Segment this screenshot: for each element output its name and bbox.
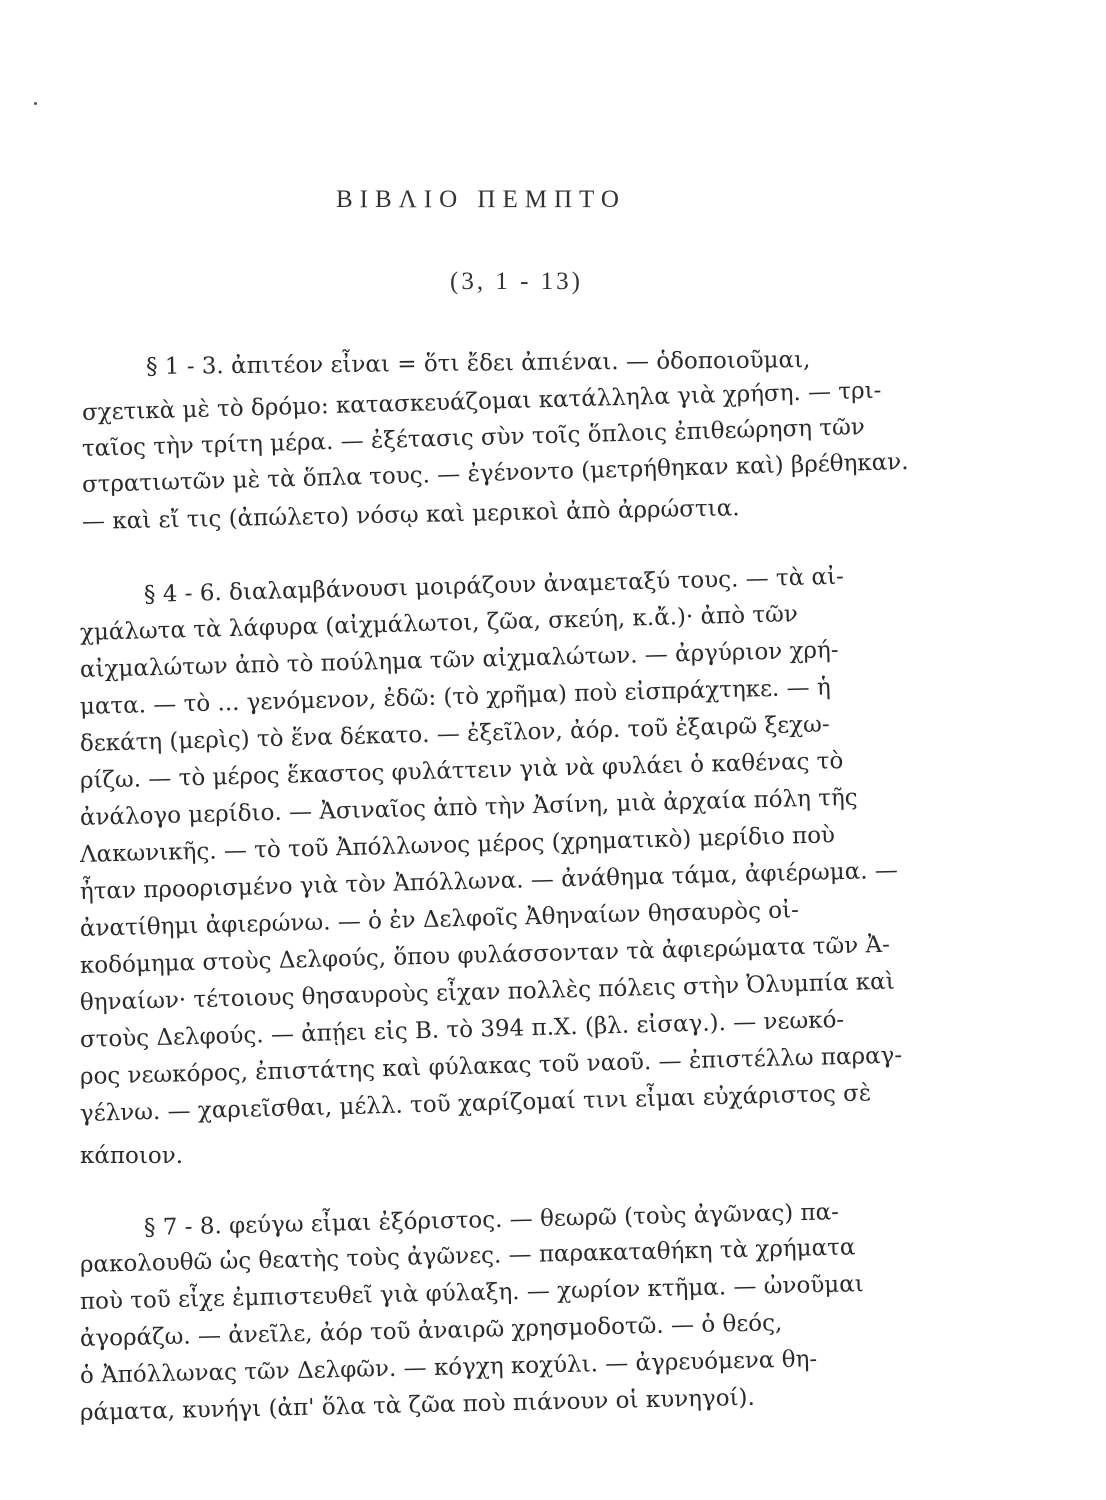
chapter-range: (3, 1 - 13) (450, 268, 583, 295)
text-line: ἀγοράζω. — ἀνεῖλε, ἀόρ τοῦ ἀναιρῶ χρησμοδοτῶ. — ὁ θεός, (79, 1310, 783, 1352)
print-speck (34, 102, 37, 105)
text-line: § 7 - 8. φεύγω εἶμαι ἐξόριστος. — θεωρῶ (τοὺς ἀγῶνας) πα- (143, 1199, 840, 1241)
text-line: ρος νεωκόρος, ἐπιστάτης καὶ φύλακας τοῦ ναοῦ. — ἐπιστέλλω παραγ- (79, 1042, 903, 1090)
text-line: χμάλωτα τὰ λάφυρα (αἰχμάλωτοι, ζῶα, σκεύη, κ.ἄ.)· ἀπὸ τῶν (79, 601, 799, 646)
text-line: γέλνω. — χαριεῖσθαι, μέλλ. τοῦ χαρίζομαί τινι εἶμαι εὐχάριστος σὲ (79, 1080, 872, 1127)
text-line: Λακωνικῆς. — τὸ τοῦ Ἀπόλλωνος μέρος (χρηματικὸ) μερίδιο ποὺ (79, 822, 836, 868)
text-line: § 4 - 6. διαλαμβάνουσι μοιράζουν ἀναμεταξύ τους. — τὰ αἰ- (143, 563, 845, 608)
text-line: ταῖος τὴν τρίτη μέρα. — ἐξέτασις σὺν τοῖς ὅπλοις ἐπιθεώρηση τῶν (81, 414, 866, 462)
text-line: σχετικὰ μὲ τὸ δρόμο: κατασκευάζομαι κατάλληλα γιὰ χρήση. — τρι- (81, 377, 882, 426)
book-title: ΒΙΒΛΙΟ ΠΕΜΠΤΟ (336, 186, 626, 213)
text-line: ράματα, κυνήγι (ἀπ' ὅλα τὰ ζῶα ποὺ πιάνουν οἱ κυνηγοί). (79, 1384, 756, 1426)
text-line: κάποιον. (80, 1143, 184, 1169)
text-line: ἀνάλογο μερίδιο. — Ἀσιναῖος ἀπὸ τὴν Ἀσίνη, μιὰ ἀρχαία πόλη τῆς (79, 784, 858, 831)
text-line: δεκάτη (μερὶς) τὸ ἕνα δέκατο. — ἐξεῖλον, ἀόρ. τοῦ ἐξαιρῶ ξεχω- (79, 711, 830, 757)
text-line: — καὶ εἴ τις (ἀπώλετο) νόσῳ καὶ μερικοὶ ἀπὸ ἀρρώστια. (81, 495, 740, 535)
text-line: ἦταν προορισμένο γιὰ τὸν Ἀπόλλωνα. — ἀνάθημα τάμα, ἀφιέρωμα. — (79, 857, 899, 905)
text-line: κοδόμημα στοὺς Δελφούς, ὅπου φυλάσσονταν τὰ ἀφιερώματα τῶν Ἀ- (79, 931, 891, 979)
text-line: αἰχμαλώτων ἀπὸ τὸ πούλημα τῶν αἰχμαλώτων. — ἀργύριον χρή- (79, 637, 839, 683)
text-line: θηναίων· τέτοιους θησαυροὺς εἶχαν πολλὲς πόλεις στὴν Ὀλυμπία καὶ (79, 968, 895, 1016)
text-line: ποὺ τοῦ εἶχε ἐμπιστευθεῖ γιὰ φύλαξη. — χωρίον κτῆμα. — ὠνοῦμαι (79, 1271, 865, 1315)
text-line: στοὺς Δελφούς. — ἀπῄει εἰς Β. τὸ 394 π.Χ. (βλ. εἰσαγ.). — νεωκό- (79, 1006, 845, 1053)
text-line: § 1 - 3. ἀπιτέον εἶναι = ὅτι ἔδει ἀπιέναι. — ὁδοποιοῦμαι, (145, 347, 811, 380)
text-line: ρίζω. — τὸ μέρος ἕκαστος φυλάττειν γιὰ νὰ φυλάει ὁ καθένας τὸ (79, 748, 844, 794)
text-line: στρατιωτῶν μὲ τὰ ὅπλα τους. — ἐγένοντο (μετρήθηκαν καὶ) βρέθηκαν. (81, 448, 909, 498)
text-line: ρακολουθῶ ὡς θεατὴς τοὺς ἀγῶνες. — παρακαταθήκη τὰ χρήματα (79, 1234, 856, 1278)
text-line: ὁ Ἀπόλλωνας τῶν Δελφῶν. — κόγχη κοχύλι. — ἀγρευόμενα θη- (79, 1346, 818, 1389)
text-line: ματα. — τὸ ... γενόμενον, ἐδῶ: (τὸ χρῆμα) ποὺ εἰσπράχτηκε. — ἡ (79, 674, 832, 720)
text-line: ἀνατίθημι ἀφιερώνω. — ὁ ἐν Δελφοῖς Ἀθηναίων θησαυρὸς οἰ- (79, 897, 800, 942)
